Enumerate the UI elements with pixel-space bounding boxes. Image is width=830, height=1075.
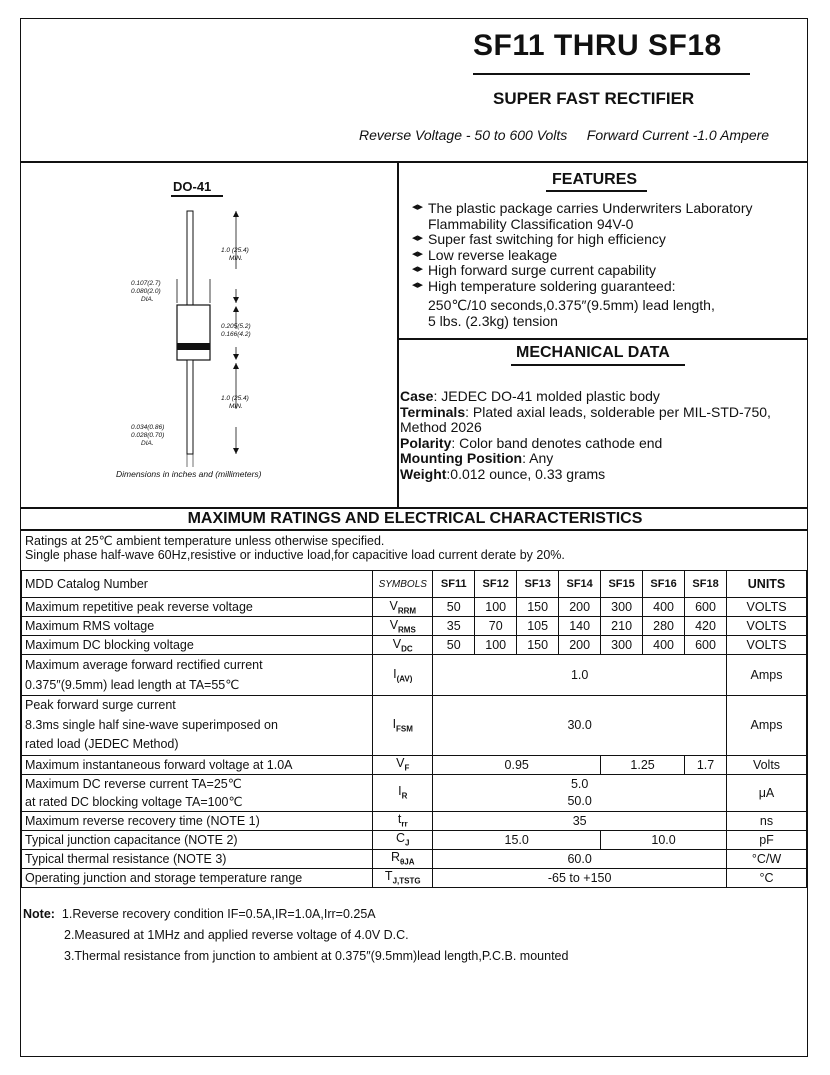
value-cell: 30.0 [433, 696, 727, 756]
feature-text: Low reverse leakage [428, 246, 558, 263]
param-vf: Maximum instantaneous forward voltage at 1.0A [22, 755, 373, 774]
header-part-sf16: SF16 [643, 571, 685, 598]
value-cell: 600 [685, 598, 727, 617]
symbol-main: C [396, 831, 406, 846]
dim-lead-dia-min: 0.028(0.70) [131, 432, 165, 439]
dim-body-dia-label: DIA. [141, 296, 154, 303]
ratings-heading: MAXIMUM RATINGS AND ELECTRICAL CHARACTERISTICS [187, 510, 643, 527]
mech-case-label: Case [400, 388, 434, 404]
table-row [22, 696, 807, 756]
header-part-sf13: SF13 [517, 571, 559, 598]
value-cell: 0.95 [433, 755, 601, 774]
mech-weight-value: :0.012 ounce, 0.33 grams [446, 465, 606, 482]
mechanical-underline [511, 364, 685, 366]
param-vrrm: Maximum repetitive peak reverse voltage [22, 598, 373, 617]
divider-package-features [397, 161, 399, 507]
value-cell: 300 [601, 598, 643, 617]
dim-body-len-min: 0.166(4.2) [221, 331, 251, 338]
header-catalog: MDD Catalog Number [22, 571, 373, 598]
mech-mounting [400, 451, 810, 467]
symbol-main: T [384, 869, 393, 884]
divider-features-mech [397, 338, 807, 340]
param-ifsm-line2: 8.3ms single half sine-wave superimposed on [25, 717, 278, 732]
symbol-rth [373, 849, 433, 868]
unit-cell: Volts [727, 755, 807, 774]
divider-ratings-heading [21, 529, 807, 531]
param-tj: Operating junction and storage temperature range [22, 868, 373, 887]
symbol-main: R [390, 850, 400, 865]
symbol-vrms [373, 617, 433, 636]
value-cell: 600 [685, 636, 727, 655]
ratings-condition-2: Single phase half-wave 60Hz,resistive or inductive load,for capacitive load current derate by 20%. [25, 548, 565, 562]
symbol-sub: RRM [397, 606, 417, 616]
param-vrms: Maximum RMS voltage [22, 617, 373, 636]
title-underline [473, 73, 750, 75]
param-ifsm-line1: Peak forward surge current [25, 698, 176, 712]
value-cell: 200 [559, 636, 601, 655]
table-row [22, 868, 807, 887]
dim-body-dia-max: 0.107(2.7) [131, 280, 161, 287]
value-ir-25: 5.0 [570, 776, 589, 791]
value-cell: 140 [559, 617, 601, 636]
bullet-arrow-icon: ◂▸ [412, 201, 424, 213]
unit-cell: °C [727, 868, 807, 887]
symbol-main: I [393, 666, 397, 681]
mech-polarity-value: : Color band denotes cathode end [451, 434, 663, 451]
feature-item [412, 201, 807, 232]
bullet-arrow-icon: ◂▸ [412, 232, 424, 244]
table-row [22, 755, 807, 774]
notes-label: Note: [23, 907, 55, 921]
dim-lead-diameter [131, 424, 164, 448]
dim-body-dia-min: 0.080(2.0) [131, 288, 161, 295]
header-symbols: SYMBOLS [373, 571, 433, 598]
dim-lead-dia-max: 0.034(0.86) [131, 424, 165, 431]
value-cell: 200 [559, 598, 601, 617]
dim-body-len-max: 0.205(5.2) [221, 323, 251, 330]
param-ifsm-line3: rated load (JEDEC Method) [25, 737, 179, 751]
mechanical-heading: MECHANICAL DATA [516, 344, 670, 361]
dim-bottom-lead-min: MIN. [229, 403, 243, 410]
symbol-ir [373, 774, 433, 811]
features-underline [546, 190, 647, 192]
symbol-trr [373, 811, 433, 830]
value-cell [433, 774, 727, 811]
mech-polarity [400, 436, 810, 452]
summary-ratings [359, 127, 769, 143]
symbol-sub: J [405, 838, 410, 848]
ratings-condition-1: Ratings at 25℃ ambient temperature unless otherwise specified. [25, 534, 385, 548]
param-iav [22, 655, 373, 696]
param-ir-line2: at rated DC blocking voltage TA=100℃ [25, 794, 243, 809]
bullet-arrow-icon: ◂▸ [412, 278, 424, 291]
feature-text: High temperature soldering guaranteed: [428, 277, 676, 294]
forward-current-summary: Forward Current -1.0 Ampere [586, 127, 770, 143]
symbol-vrrm [373, 598, 433, 617]
symbol-sub: DC [401, 644, 413, 654]
note-2: 2.Measured at 1MHz and applied reverse voltage of 4.0V D.C. [64, 928, 409, 942]
package-name: DO-41 [173, 179, 212, 194]
soldering-detail-1: 250℃/10 seconds,0.375″(9.5mm) lead length, [428, 297, 715, 313]
dimension-caption: Dimensions in inches and (millimeters) [116, 469, 262, 479]
feature-item [412, 232, 807, 248]
symbol-main: I [392, 717, 397, 731]
symbol-iav [373, 655, 433, 696]
unit-cell: Amps [727, 696, 807, 756]
feature-item [412, 248, 807, 264]
bullet-arrow-icon: ◂▸ [412, 263, 424, 275]
value-cell: 300 [601, 636, 643, 655]
symbol-main: I [398, 784, 402, 799]
part-range-title: SF11 THRU SF18 [473, 29, 722, 62]
reverse-voltage-summary: Reverse Voltage - 50 to 600 Volts [359, 127, 568, 143]
dim-top-lead-value: 1.0 (25.4) [221, 247, 249, 254]
param-ifsm [22, 696, 373, 756]
dim-lead-dia-label: DIA. [141, 440, 154, 447]
value-cell: 150 [517, 636, 559, 655]
header-part-sf18: SF18 [685, 571, 727, 598]
note-1-text: 1.Reverse recovery condition IF=0.5A,IR=1.0A,Irr=0.25A [61, 907, 376, 921]
features-heading: FEATURES [552, 171, 638, 188]
mech-case [400, 389, 810, 405]
value-cell: 35 [433, 811, 727, 830]
unit-cell: μA [727, 774, 807, 811]
divider-title [21, 161, 807, 163]
dim-body-diameter [131, 280, 161, 304]
unit-cell: Amps [727, 655, 807, 696]
soldering-detail-2: 5 lbs. (2.3kg) tension [428, 312, 558, 329]
param-ir-line1: Maximum DC reverse current TA=25℃ [25, 776, 242, 791]
value-cell: -65 to +150 [433, 868, 727, 887]
param-rth: Typical thermal resistance (NOTE 3) [22, 849, 373, 868]
unit-cell: °C/W [727, 849, 807, 868]
dim-bottom-lead [221, 395, 249, 411]
symbol-main: V [392, 636, 402, 651]
mech-terminals-value: : Plated axial leads, solderable per MIL-STD-750, Method 2026 [400, 403, 771, 435]
symbol-ifsm [373, 696, 433, 756]
param-iav-line1: Maximum average forward rectified current [25, 658, 263, 672]
header-part-sf12: SF12 [475, 571, 517, 598]
table-row [22, 849, 807, 868]
mech-weight-label: Weight [400, 465, 447, 482]
value-cell: 1.25 [601, 755, 685, 774]
unit-cell: VOLTS [727, 598, 807, 617]
package-name-underline [171, 195, 223, 197]
divider-ratings [21, 507, 807, 509]
value-cell: 15.0 [433, 830, 601, 849]
value-cell: 60.0 [433, 849, 727, 868]
value-cell: 400 [643, 598, 685, 617]
feature-text: Super fast switching for high efficiency [428, 231, 666, 247]
table-row [22, 636, 807, 655]
note-1 [23, 904, 568, 925]
feature-text: The plastic package carries Underwriters Laboratory Flammability Classification 94V-0 [428, 200, 753, 232]
mech-case-value: : JEDEC DO-41 molded plastic body [433, 388, 660, 404]
header-part-sf11: SF11 [433, 571, 475, 598]
value-ir-100: 50.0 [567, 793, 592, 808]
value-cell: 100 [475, 598, 517, 617]
value-cell: 105 [517, 617, 559, 636]
unit-cell: pF [727, 830, 807, 849]
param-cj: Typical junction capacitance (NOTE 2) [22, 830, 373, 849]
feature-item [412, 263, 807, 279]
device-type: SUPER FAST RECTIFIER [493, 89, 695, 108]
header-units: UNITS [727, 571, 807, 598]
symbol-sub: FSM [396, 724, 413, 734]
unit-cell: VOLTS [727, 636, 807, 655]
value-cell: 400 [643, 636, 685, 655]
table-row [22, 655, 807, 696]
dim-top-lead [221, 247, 249, 263]
mech-weight [400, 467, 810, 483]
symbol-main: V [389, 598, 398, 613]
symbol-sub: J,TSTG [392, 876, 421, 886]
soldering-detail [412, 298, 807, 329]
value-cell: 280 [643, 617, 685, 636]
symbol-sub: θJA [399, 857, 415, 867]
value-cell: 150 [517, 598, 559, 617]
symbol-tj [373, 868, 433, 887]
value-cell: 10.0 [601, 830, 727, 849]
table-row [22, 830, 807, 849]
symbol-sub: RMS [398, 625, 416, 635]
mech-mounting-value: : Any [522, 450, 554, 466]
symbol-sub: R [401, 791, 408, 801]
mech-polarity-label: Polarity [400, 434, 452, 451]
mech-terminals-label: Terminals [400, 403, 466, 420]
value-cell: 1.0 [433, 655, 727, 696]
ratings-conditions [25, 534, 565, 562]
header-part-sf14: SF14 [559, 571, 601, 598]
symbol-sub: (AV) [396, 674, 413, 684]
table-row [22, 811, 807, 830]
param-ir [22, 774, 373, 811]
value-cell: 50 [433, 598, 475, 617]
dim-top-lead-min: MIN. [229, 255, 243, 262]
ratings-table [21, 570, 807, 888]
feature-text: High forward surge current capability [428, 262, 656, 278]
symbol-sub: F [404, 763, 410, 773]
param-trr: Maximum reverse recovery time (NOTE 1) [22, 811, 373, 830]
feature-item [412, 279, 807, 295]
symbol-cj [373, 830, 433, 849]
symbol-main: V [396, 756, 405, 771]
value-cell: 210 [601, 617, 643, 636]
mech-mounting-label: Mounting Position [400, 450, 523, 466]
mechanical-data [400, 389, 810, 482]
value-cell: 50 [433, 636, 475, 655]
symbol-vf [373, 755, 433, 774]
dim-body-length [221, 323, 251, 339]
header-part-sf15: SF15 [601, 571, 643, 598]
value-cell: 1.7 [685, 755, 727, 774]
table-row [22, 617, 807, 636]
value-cell: 420 [685, 617, 727, 636]
symbol-sub: rr [401, 819, 408, 829]
dim-bottom-lead-value: 1.0 (25.4) [221, 395, 249, 402]
param-iav-line2: 0.375″(9.5mm) lead length at TA=55℃ [25, 678, 240, 692]
symbol-vdc [373, 636, 433, 655]
unit-cell: VOLTS [727, 617, 807, 636]
value-cell: 35 [433, 617, 475, 636]
symbol-main: V [389, 617, 399, 632]
symbol-main: t [397, 812, 402, 827]
datasheet-frame [20, 18, 808, 1057]
table-row [22, 774, 807, 811]
notes-section [23, 904, 568, 967]
features-list [412, 201, 807, 329]
unit-cell: ns [727, 811, 807, 830]
param-vdc: Maximum DC blocking voltage [22, 636, 373, 655]
table-row [22, 598, 807, 617]
note-3: 3.Thermal resistance from junction to ambient at 0.375″(9.5mm)lead length,P.C.B. mounted [64, 949, 569, 963]
value-cell: 100 [475, 636, 517, 655]
bullet-arrow-icon: ◂▸ [412, 247, 424, 260]
table-header-row [22, 571, 807, 598]
mech-terminals [400, 405, 810, 436]
value-cell: 70 [475, 617, 517, 636]
